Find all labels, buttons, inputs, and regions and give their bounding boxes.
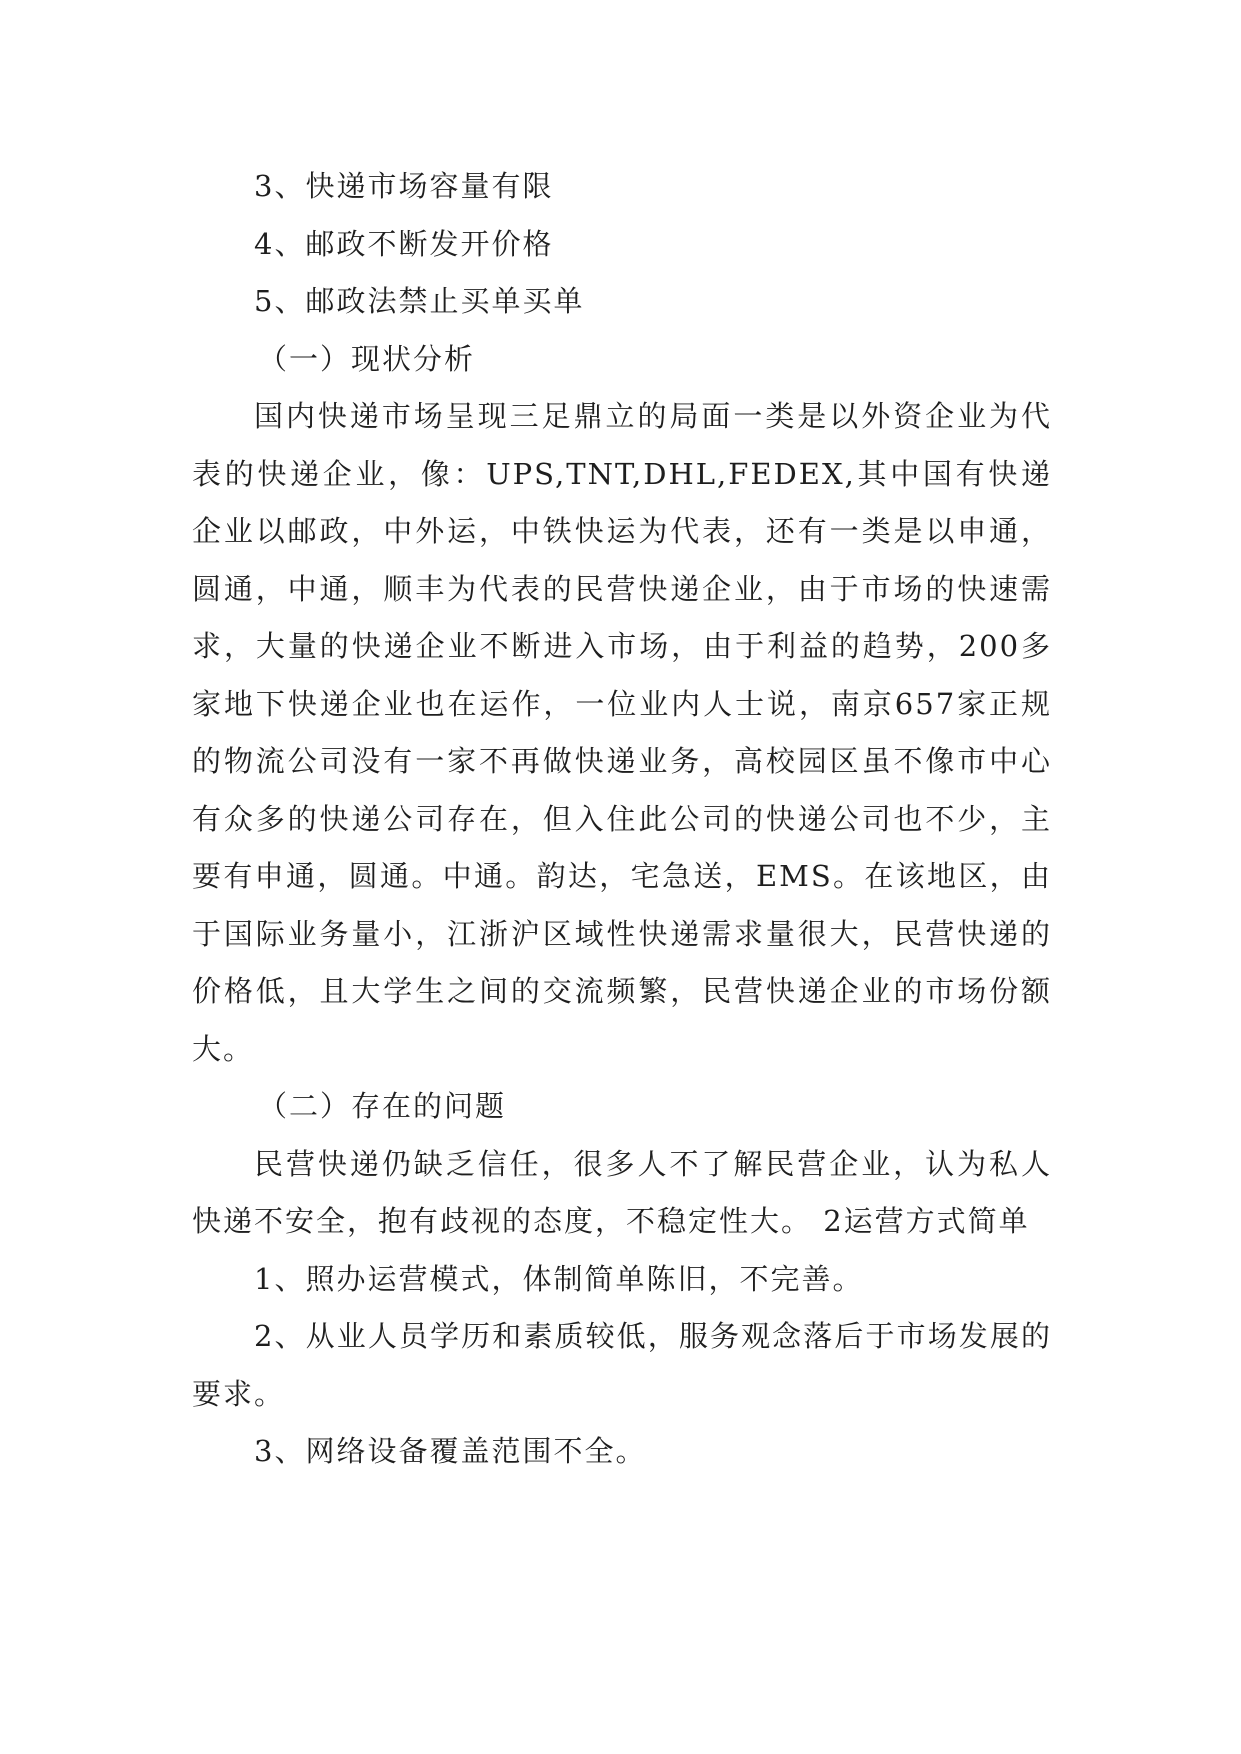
- problem-item-3: 3、网络设备覆盖范围不全。: [254, 1434, 647, 1468]
- list-item-3: 3、快递市场容量有限: [254, 169, 554, 203]
- paragraph-market-overview: 国内快递市场呈现三足鼎立的局面一类是以外资企业为代表的快递企业，像：UPS,TNT,DHL,FEDEX,其中国有快递企业以邮政，中外运，中铁快运为代表，还有一类是以申通，圆通，中通，顺丰为代表的民营快递企业，由于市场的快速需求，大量的快递企业不断进入市场，由于利益的趋势，200多家地下快递企业也在运作，一位业内人士说，南京657家正规的物流公司没有一家不再做快递业务，高校园区虽不像市中心有众多的快递公司存在，但入住此公司的快递公司也不少，主要有申通，圆通。中通。韵达，宅急送，EMS。在该地区，由于国际业务量小，江浙沪区域性快递需求量很大，民营快递的价格低，且大学生之间的交流频繁，民营快递企业的市场份额大。: [192, 399, 1052, 1066]
- paragraph-trust-issue: 民营快递仍缺乏信任，很多人不了解民营企业，认为私人快递不安全，抱有歧视的态度，不稳定性大。 2运营方式简单: [192, 1146, 1052, 1238]
- document-body: [192, 158, 1052, 1481]
- problem-item-1: 1、照办运营模式，体制简单陈旧，不完善。: [254, 1261, 864, 1296]
- section-heading-status-analysis: （一）现状分析: [258, 341, 476, 376]
- list-item-5: 5、邮政法禁止买单买单: [254, 284, 585, 318]
- section-heading-existing-problems: （二）存在的问题: [258, 1089, 507, 1123]
- problem-item-2: 2、从业人员学历和素质较低，服务观念落后于市场发展的要求。: [192, 1319, 1052, 1411]
- list-item-4: 4、邮政不断发开价格: [254, 226, 554, 261]
